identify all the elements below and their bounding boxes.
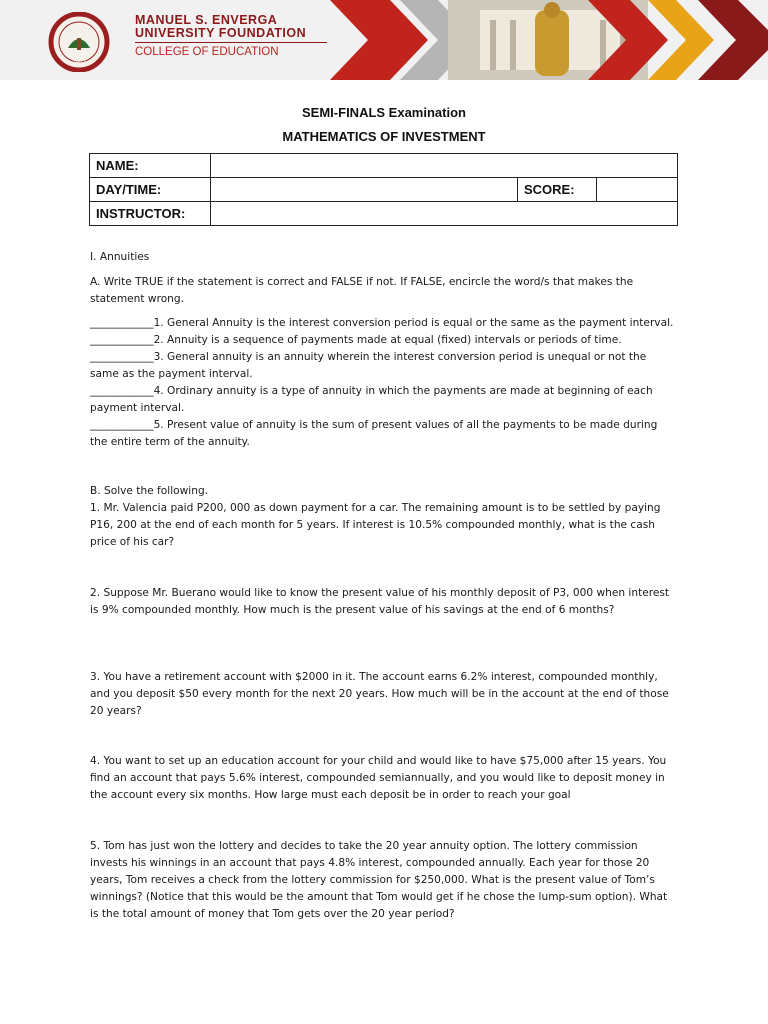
section-heading [90,249,678,266]
tf-item: ____________5. Present value of annuity is the sum of present values of all the payments to be made during the entire term of the annuity. [90,419,658,448]
student-info-table [89,153,678,226]
score-field[interactable] [597,178,678,202]
instructor-label: INSTRUCTOR: [90,202,211,226]
part-a-instruction-text: A. Write TRUE if the statement is correct and FALSE if not. If FALSE, encircle the word/s that makes the statement wrong. [90,276,634,305]
problem-3 [90,669,678,720]
daytime-label: DAY/TIME: [90,178,211,202]
tf-item: ____________4. Ordinary annuity is a type of annuity in which the payments are made at beginning of each payment interval. [90,385,653,414]
tf-item: ____________2. Annuity is a sequence of payments made at equal (fixed) intervals or periods of time. [90,334,622,346]
problem-2 [90,585,678,619]
instructor-row [90,202,678,226]
header-divider [135,42,327,43]
instructor-field[interactable] [211,202,678,226]
daytime-row [90,178,678,202]
seal-year: 1947 [72,60,86,66]
name-label: NAME: [90,154,211,178]
header-banner [0,0,768,80]
problem-item: 4. You want to set up an education account for your child and would like to have $75,000 after 15 years. You find an account that pays 5.6% interest, compounded semiannually, and you would like to deposit money in the account every six months. How large must each deposit be in order to reach your goal [90,755,667,801]
true-false-items [90,315,678,451]
section-heading-text: I. Annuities [90,251,150,263]
institution-line-2: UNIVERSITY FOUNDATION [135,26,307,40]
banner-chevrons [330,0,768,80]
part-b-heading: B. Solve the following. [90,485,209,497]
problem-item: 1. Mr. Valencia paid P200, 000 as down payment for a car. The remaining amount is to be settled by paying P16, 200 at the end of each month for 5 years. If interest is 10.5% compounded monthly, what is the cash price of his car? [90,502,661,548]
exam-title: SEMI-FINALS Examination [302,105,466,120]
part-b [90,483,678,551]
problem-item: 3. You have a retirement account with $2000 in it. The account earns 6.2% interest, compounded monthly, and you deposit $50 every month for the next 20 years. How much will be in the account at the end of those 20 years? [90,671,669,717]
name-field[interactable] [211,154,678,178]
institution-name [135,14,327,59]
part-a-instruction [90,274,678,308]
institution-line-1: MANUEL S. ENVERGA [135,13,278,27]
score-label: SCORE: [518,178,597,202]
name-row [90,154,678,178]
problem-item: 5. Tom has just won the lottery and decides to take the 20 year annuity option. The lottery commission invests his winnings in an account that pays 4.8% interest, compounded annually. Each year for those 20 years, Tom receives a check from the lottery commission for $250,000. What is the present value of Tom’s winnings? (Notice that this would be the amount that Tom would get if he chose the lump-sum option). What is the total amount of money that Tom gets over the 20 year period? [90,840,668,920]
tf-item: ____________1. General Annuity is the interest conversion period is equal or the same as the payment interval. [90,317,674,329]
problem-5 [90,838,678,923]
tf-item: ____________3. General annuity is an annuity wherein the interest conversion period is unequal or not the same as the payment interval. [90,351,647,380]
college-name: COLLEGE OF EDUCATION [135,46,279,58]
subject-title: MATHEMATICS OF INVESTMENT [282,129,486,144]
problem-item: 2. Suppose Mr. Buerano would like to know the present value of his monthly deposit of P3, 000 when interest is 9% compounded monthly. How much is the present value of his savings at the end of 6 months? [90,587,670,616]
problem-4 [90,753,678,804]
university-seal-icon [33,12,125,72]
daytime-field[interactable] [211,178,518,202]
